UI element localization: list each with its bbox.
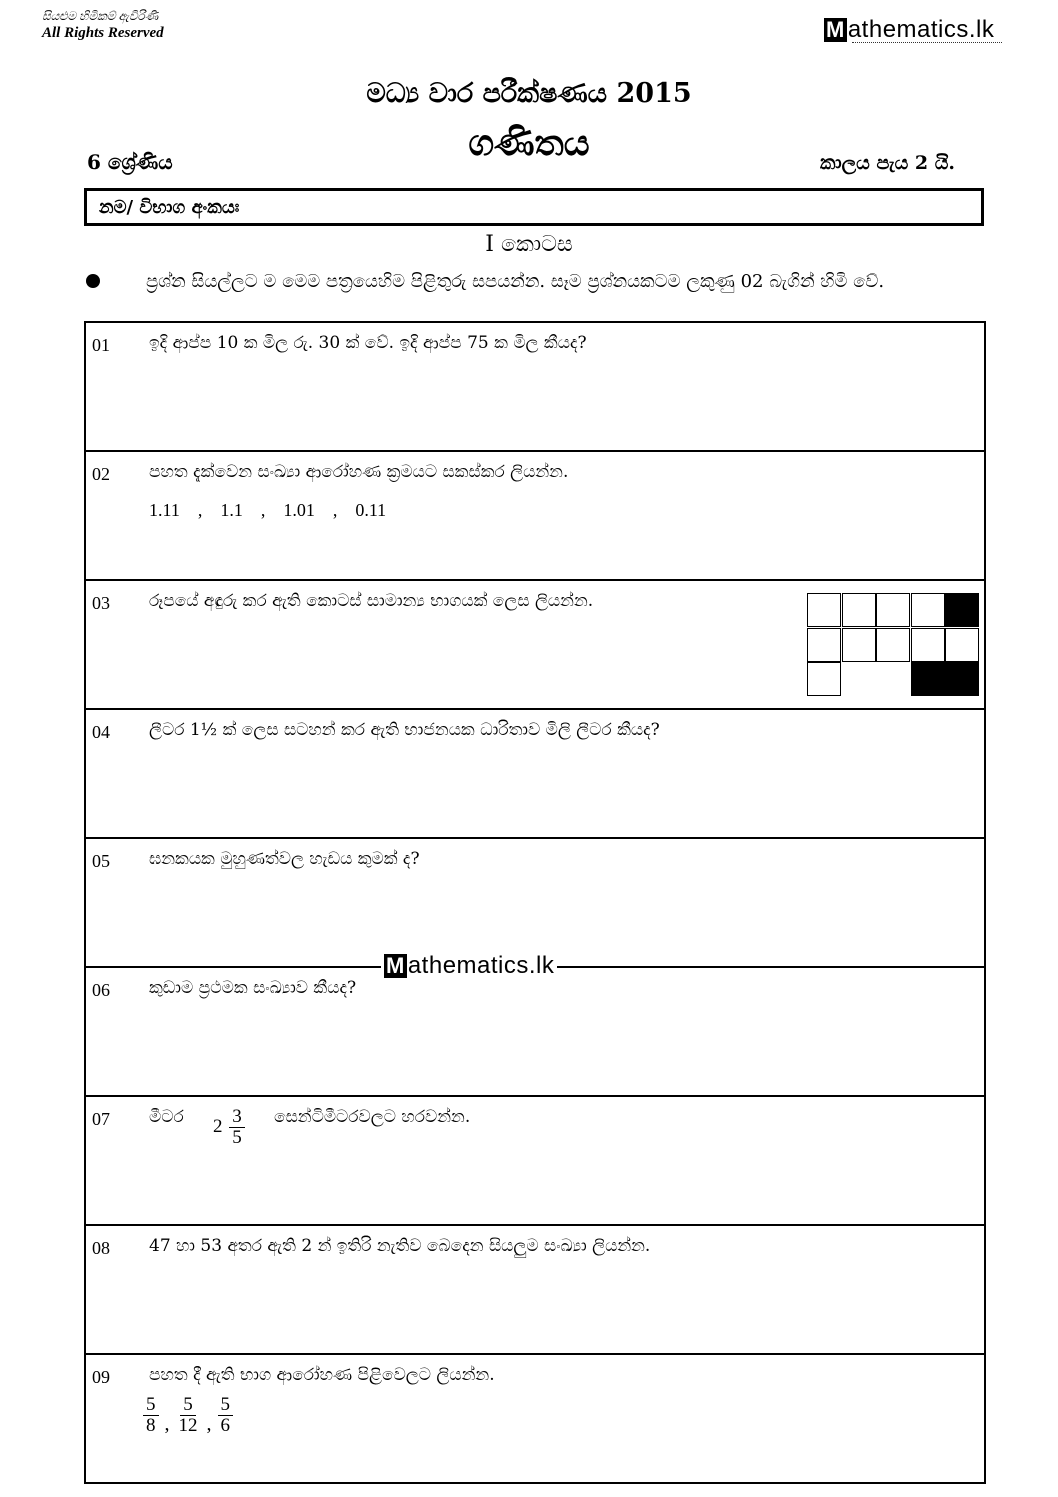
question-number: 03	[92, 593, 110, 613]
questions-table	[84, 321, 986, 1484]
grid-cell	[807, 628, 841, 662]
exam-title: මධ්‍ය වාර පරීක්ෂණය 2015	[366, 78, 692, 109]
question-text: 47 හා 53 අතර ඇති 2 න් ඉතිරි නැතිව බෙදෙන සියලුම සංඛ්‍යා ලියන්න.	[149, 1236, 651, 1256]
fraction-denominator: 12	[178, 1415, 198, 1436]
grid-cell	[945, 628, 979, 662]
fraction-numerator: 5	[143, 1395, 159, 1416]
question-text: කුඩාම ප්‍රථමක සංඛ්‍යාව කීයද?	[149, 978, 357, 998]
question-text-continued: සෙන්ටිමීටරවලට හරවන්න.	[274, 1107, 471, 1127]
grid-cell	[807, 662, 841, 696]
fraction-numerator: 5	[180, 1395, 196, 1416]
fraction-denominator: 8	[146, 1415, 156, 1436]
fraction-item	[176, 1395, 201, 1436]
logo-tagline	[852, 42, 1002, 43]
fraction-numerator: 5	[218, 1395, 234, 1416]
grid-cell-shaded	[911, 662, 945, 696]
logo-text: athematics.lk	[847, 16, 995, 43]
grid-cell	[911, 628, 945, 662]
fraction-item	[218, 1395, 234, 1436]
grid-cell	[911, 593, 945, 627]
question-number: 09	[92, 1367, 110, 1387]
fraction-denominator: 6	[220, 1415, 230, 1436]
instruction-text: ප්‍රශ්න සියල්ලට ම මෙම පත්‍රයෙහිම පිළිතුරු සපයන්න. සෑම ප්‍රශ්නයකටම ලකුණු 02 බැගින් හිමි වේ.	[146, 271, 885, 292]
duration-label: කාලය පැය 2 යි.	[820, 152, 956, 174]
grid-cell-shaded	[945, 662, 979, 696]
shaded-grid-figure	[807, 593, 979, 697]
mixed-whole: 2	[213, 1115, 223, 1137]
grid-cell	[842, 593, 876, 627]
question-row-04	[86, 710, 984, 839]
mixed-number	[213, 1107, 245, 1148]
copyright-english: All Rights Reserved	[42, 25, 164, 41]
question-number: 05	[92, 851, 110, 871]
question-text: ඝනකයක මුහුණත්වල හැඩය කුමක් ද?	[149, 849, 420, 869]
question-row-06	[86, 968, 984, 1097]
question-text: ඉදි ආප්ප 10 ක මිල රු. 30 ක් වේ. ඉදි ආප්ප 75 ක මිල කීයද?	[149, 333, 587, 353]
grade-label: 6 ශ්‍රේණිය	[87, 150, 173, 174]
grid-cell	[807, 593, 841, 627]
fraction-list	[143, 1395, 233, 1436]
question-row-01	[86, 323, 984, 452]
fraction-numerator: 3	[229, 1107, 245, 1128]
grid-cell	[876, 628, 910, 662]
grid-cell	[876, 593, 910, 627]
question-number: 04	[92, 722, 110, 742]
grid-cell	[842, 628, 876, 662]
fraction-denominator: 5	[232, 1127, 242, 1148]
subject-title: ගණිතය	[468, 122, 590, 164]
question-text: පහත දැක්වෙන සංඛ්‍යා ආරෝහණ ක්‍රමයට සකස්කර ලියන්න.	[149, 462, 569, 482]
fraction-item	[143, 1395, 159, 1436]
question-text: ලීටර 1½ ක් ලෙස සටහන් කර ඇති භාජනයක ධාරිතාව මිලි ලීටර කීයද?	[149, 720, 660, 740]
question-row-08	[86, 1226, 984, 1355]
site-logo	[824, 16, 994, 44]
comma-separator: ,	[164, 1413, 170, 1435]
section-title: I කොටස	[485, 232, 573, 257]
question-row-03	[86, 581, 984, 710]
watermark-logo	[381, 952, 557, 980]
mixed-fraction	[229, 1107, 245, 1148]
question-number: 06	[92, 980, 110, 1000]
logo-m: M	[826, 17, 845, 42]
question-text: මීටර	[149, 1107, 184, 1127]
question-number: 07	[92, 1109, 110, 1129]
name-field-label: නම/ විභාග අංකයඃ	[99, 197, 240, 218]
question-text: රූපයේ අඳුරු කර ඇති කොටස් සාමාන්‍ය භාගයක් ලෙස ලියන්න.	[149, 591, 594, 611]
question-number: 08	[92, 1238, 110, 1258]
logo-m: M	[386, 953, 405, 978]
bullet-icon	[86, 274, 100, 288]
copyright-notice	[42, 8, 164, 42]
question-number: 01	[92, 335, 110, 355]
logo-text: athematics.lk	[407, 952, 555, 979]
number-list: 1.11 , 1.1 , 1.01 , 0.11	[149, 500, 387, 520]
question-row-02	[86, 452, 984, 581]
comma-separator: ,	[206, 1413, 212, 1435]
question-text: පහත දී ඇති භාග ආරෝහණ පිළිවෙලට ලියන්න.	[149, 1365, 495, 1385]
question-number: 02	[92, 464, 110, 484]
question-row-07	[86, 1097, 984, 1226]
question-row-09	[86, 1355, 984, 1482]
copyright-sinhala: සියළුම හිමිකම් ඇවිරිණි	[42, 9, 159, 23]
grid-cell-shaded	[945, 593, 979, 627]
name-field-box[interactable]	[84, 188, 984, 226]
question-row-05	[86, 839, 984, 968]
